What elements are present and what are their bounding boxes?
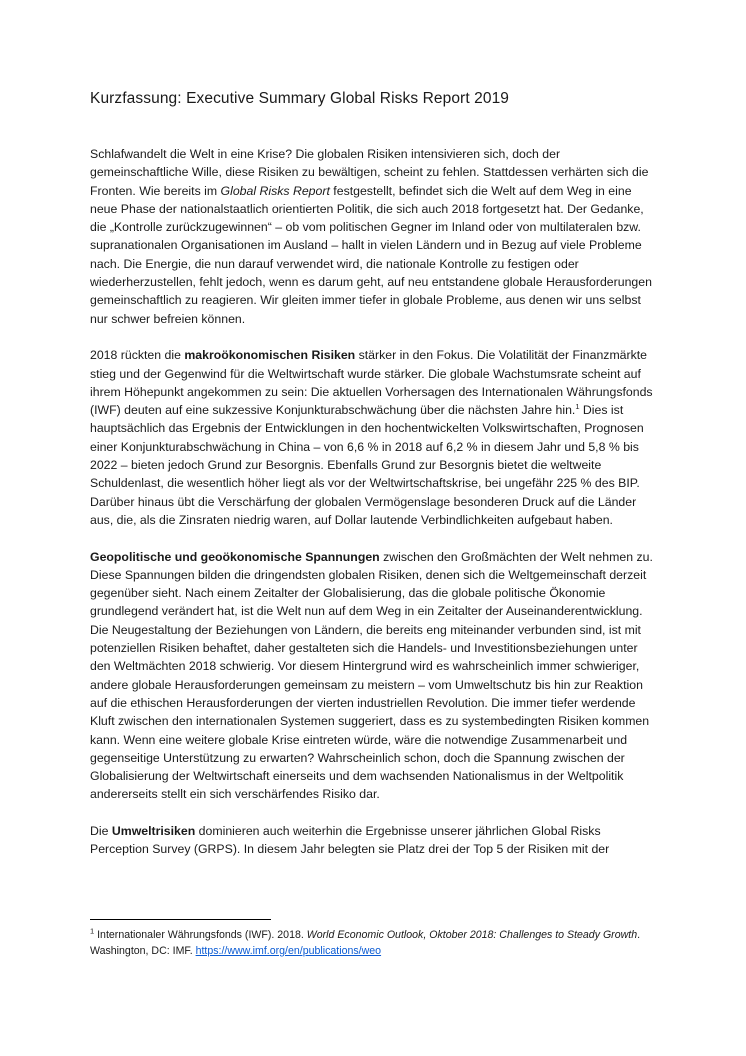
p2-text-b: stärker in den Fokus. Die Volatilität der Finanzmärkte stieg und der Gegenwind für die Weltwirtschaft wurde stärker. Die globale Wachstumsrate scheint auf ihrem Höhepunkt angekommen zu sein: Die aktuellen Vorhersagen des Internationalen Währungsfonds (IWF) deuten auf eine sukzessive Konjunkturabschwächung über die nächsten Jahre hin. (90, 348, 653, 418)
p1-report-title: Global Risks Report (220, 183, 330, 198)
p1-text-b: festgestellt, befindet sich die Welt auf dem Weg in eine neue Phase der nationalstaatlich orientierten Politik, die sich auch 2018 fortgesetzt hat. Der Gedanke, die „Kontrolle zurückzugewinnen“ – ob vom politischen Gegner im Inland oder von multilateralen bzw. supranationalen Organisationen im Ausland – hallt in vielen Ländern und in Bezug auf viele Probleme nach. Die Energie, die nun darauf verwendet wird, die nationale Kontrolle zu festigen oder wiederherzustellen, fehlt jedoch, wenn es darum geht, auf neu entstandene globale Herausforderungen gemeinschaftlich zu reagieren. Wir gleiten immer tiefer in globale Probleme, aus denen wir uns selbst nur schwer befreien können. (90, 183, 652, 326)
p4-keyword: Umweltrisiken (111, 823, 196, 838)
p3-text-a: zwischen den Großmächten der Welt nehmen zu. Diese Spannungen bilden die dringendsten globalen Risiken, denen sich die Weltgemeinschaft derzeit gegenüber sieht. Nach einem Zeitalter der Globalisierung, das die globale politische Ökonomie grundlegend verändert hat, ist die Welt nun auf dem Weg in ein Zeitalter der Auseinanderentwicklung. Die Neugestaltung der Beziehungen von Ländern, die bereits eng miteinander verbunden sind, ist mit potenziellen Risiken behaftet, daher gestalteten sich die Handels- und Investitionsbeziehungen unter den Weltmächten 2018 schwierig. Vor diesem Hintergrund wird es wahrscheinlich immer schwieriger, andere globale Herausforderungen gemeinsam zu meistern – vom Umweltschutz bis hin zur Reaktion auf die ethischen Herausforderungen der vierten industriellen Revolution. Die immer tiefer werdende Kluft zwischen den internationalen Systemen suggeriert, dass es zu systembedingten Risiken kommen kann. Wenn eine weitere globale Krise eintreten würde, wäre die notwendige Zusammenarbeit und gegenseitige Unterstützung zu erwarten? Wahrscheinlich schon, doch die Spannung zwischen der Globalisierung der Weltwirtschaft einerseits und dem wachsenden Nationalismus in der Weltpolitik andererseits stellt ein sich verschärfendes Risiko dar. (90, 549, 653, 802)
footnote-text-b: . Washington, DC: IMF. (90, 929, 641, 957)
p2-keyword: makroökonomischen Risiken (184, 348, 356, 363)
footnote-number: 1 (90, 926, 95, 936)
paragraph-1 (90, 145, 658, 328)
p2-text-c: Dies ist hauptsächlich das Ergebnis der Entwicklungen in den hochentwickelten Volkswirtschaften, Prognosen einer Konjunkturabschwächung in China – von 6,6 % in 2018 auf 6,2 % in diesem Jahr und 5,8 % bis 2022 – bieten jedoch Grund zur Besorgnis. Ebenfalls Grund zur Besorgnis bietet die weltweite Schuldenlast, die wesentlich höher liegt als vor der Weltwirtschaftskrise, bei ungefähr 225 % des BIP. Darüber hinaus übt die Verschärfung der globalen Vermögenslage besonderen Druck auf die Länder aus, die, als die Zinsraten niedrig waren, auf Dollar lautende Verbindlichkeiten aufgebaut haben. (90, 403, 644, 527)
p4-text-a: Die (90, 823, 112, 838)
paragraph-3 (90, 548, 658, 804)
paragraph-4 (90, 822, 658, 859)
footnote-link[interactable]: https://www.imf.org/en/publications/weo (195, 945, 382, 957)
p2-text-a: 2018 rückten die (90, 348, 185, 363)
p4-text-b: dominieren auch weiterhin die Ergebnisse unserer jährlichen Global Risks Perception Survey (GRPS). In diesem Jahr belegten sie Platz drei der Top 5 der Risiken mit der (90, 823, 610, 857)
p3-keyword: Geopolitische und geoökonomische Spannungen (90, 549, 380, 564)
paragraph-2 (90, 346, 658, 529)
body-text (90, 145, 658, 877)
p1-text-a: Schlafwandelt die Welt in eine Krise? Die globalen Risiken intensivieren sich, doch der gemeinschaftliche Wille, diese Risiken zu bewältigen, scheint zu fehlen. Stattdessen verhärten sich die Fronten. Wie bereits im (90, 147, 649, 198)
footnote-ref[interactable]: 1 (575, 402, 580, 412)
footnote-divider (90, 919, 271, 920)
page-title: Kurzfassung: Executive Summary Global Risks Report 2019 (90, 90, 510, 107)
footnote-publication: World Economic Outlook, Oktober 2018: Challenges to Steady Growth (306, 929, 638, 941)
footnote-text-a: Internationaler Währungsfonds (IWF). 2018. (94, 929, 307, 941)
footnote (90, 927, 658, 959)
